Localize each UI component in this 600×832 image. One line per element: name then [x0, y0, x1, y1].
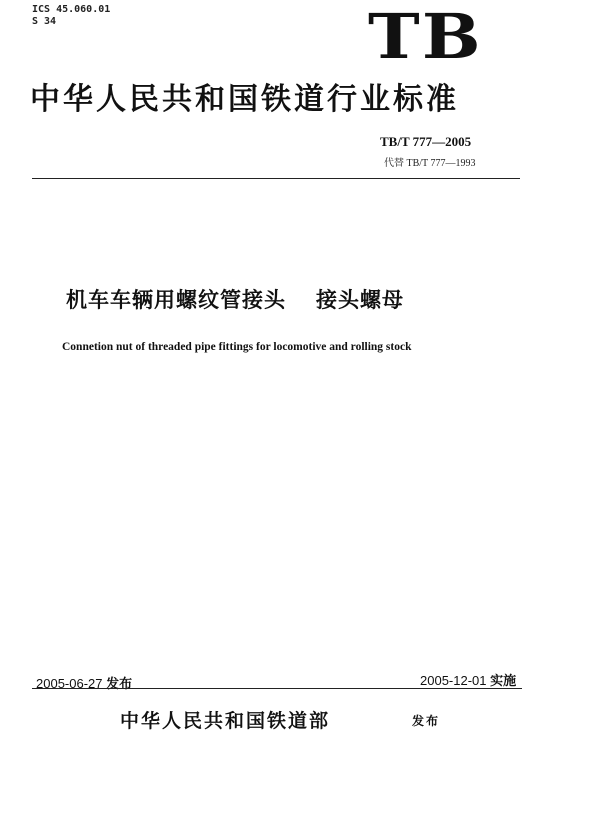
- document-title-cn-part2: 接头螺母: [316, 288, 404, 312]
- tb-logo: TB: [368, 0, 483, 73]
- implement-date: 2005-12-01: [420, 673, 487, 688]
- issuer-suffix: 发布: [412, 714, 441, 728]
- standard-number: TB/T 777—2005: [380, 134, 472, 149]
- document-title-en: Connetion nut of threaded pipe fittings for locomotive and rolling stock: [62, 341, 412, 353]
- header-divider: [32, 178, 520, 179]
- issue-date-line: [36, 673, 132, 692]
- class-code: S 34: [32, 16, 57, 27]
- document-title-cn-part1: 机车车辆用螺纹管接头: [66, 288, 286, 312]
- standard-type-heading: 中华人民共和国铁道行业标准: [30, 82, 459, 117]
- issuer-name: 中华人民共和国铁道部: [120, 710, 331, 732]
- implement-date-line: [420, 670, 516, 689]
- implement-label: 实施: [490, 673, 517, 688]
- issue-label: 发布: [106, 676, 133, 691]
- issue-date: 2005-06-27: [36, 676, 103, 691]
- footer-divider: [32, 688, 522, 689]
- ics-code: ICS 45.060.01: [32, 4, 111, 15]
- replaces-note: 代替 TB/T 777—1993: [384, 158, 476, 169]
- classification-codes: [32, 4, 110, 28]
- document-title-cn: [66, 285, 404, 315]
